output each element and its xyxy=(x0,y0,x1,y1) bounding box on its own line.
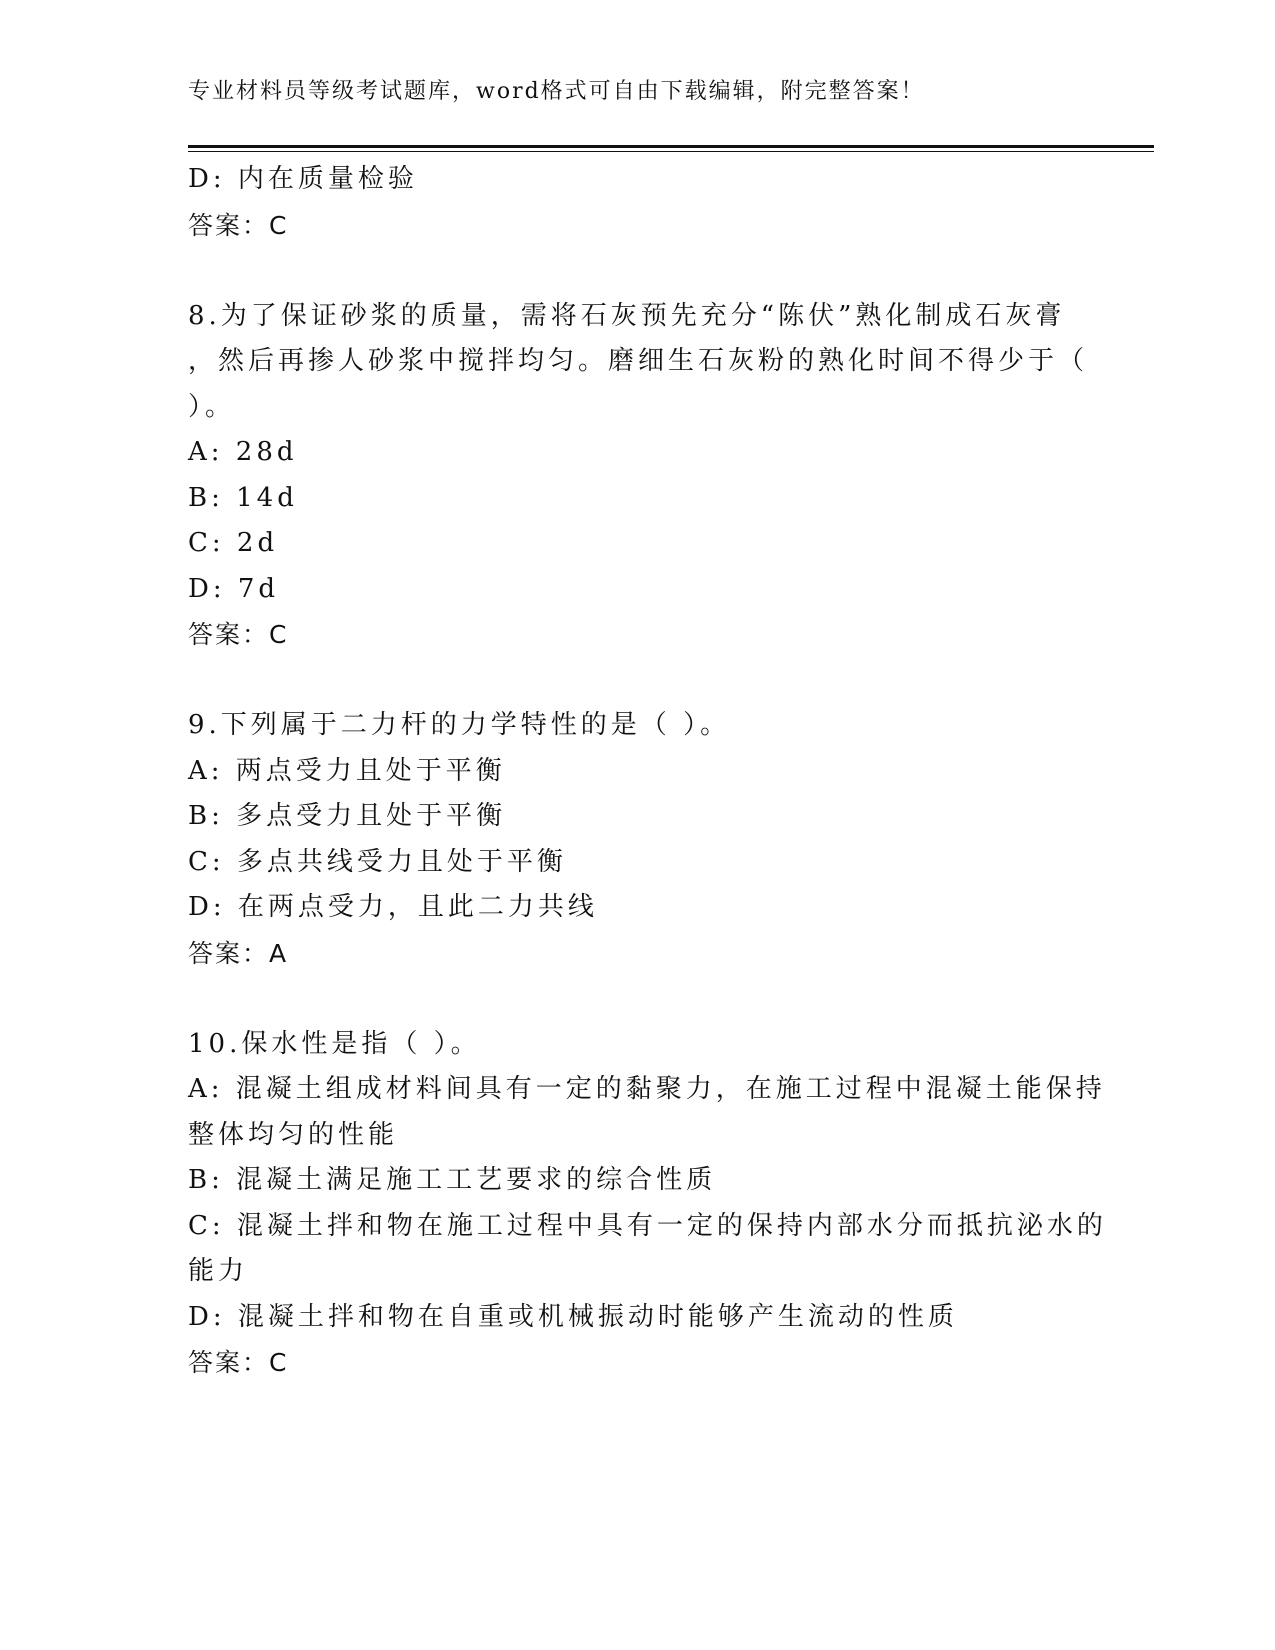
option-a: A: 两点受力且处于平衡 xyxy=(188,755,506,786)
question-stem-line: ，然后再掺人砂浆中搅拌均匀。磨细生石灰粉的熟化时间不得少于（ xyxy=(188,346,1089,376)
option-b: B: 混凝土满足施工工艺要求的综合性质 xyxy=(188,1165,717,1195)
option-a: A: 28d xyxy=(188,437,298,467)
page-header: 专业材料员等级考试题库，word格式可自由下载编辑，附完整答案！ xyxy=(188,79,925,104)
question-stem-line: ）。 xyxy=(188,391,236,422)
prev-option-d: D: 内在质量检验 xyxy=(188,164,418,194)
option-c: C: 混凝土拌和物在施工过程中具有一定的保持内部水分而抵抗泌水的 xyxy=(188,1210,1107,1241)
prev-answer: 答案：C xyxy=(188,210,289,240)
option-a-continuation: 整体均匀的性能 xyxy=(188,1119,399,1150)
option-c-continuation: 能力 xyxy=(188,1256,249,1286)
question-content xyxy=(188,157,1107,1386)
question-spacer xyxy=(188,248,1088,294)
answer: 答案：C xyxy=(188,1348,289,1377)
option-b: B: 多点受力且处于平衡 xyxy=(188,801,507,831)
question-10 xyxy=(188,1022,1107,1386)
question-8 xyxy=(188,294,1088,658)
question-stem-line: 10.保水性是指（ ）。 xyxy=(188,1028,481,1059)
question-stem-line: 8.为了保证砂浆的质量，需将石灰预先充分“陈伏”熟化制成石灰膏 xyxy=(188,300,1066,331)
question-9 xyxy=(188,703,1088,976)
question-spacer xyxy=(188,976,1088,1022)
header-rule-thin xyxy=(188,151,1154,152)
answer: 答案：A xyxy=(188,938,289,968)
question-spacer xyxy=(188,658,1088,704)
option-d: D: 7d xyxy=(188,573,280,604)
answer: 答案：C xyxy=(188,620,289,649)
header-rule-thick xyxy=(188,145,1154,148)
option-d: D: 在两点受力，且此二力共线 xyxy=(188,892,598,922)
option-a: A: 混凝土组成材料间具有一定的黏聚力，在施工过程中混凝土能保持 xyxy=(188,1074,1106,1104)
option-d: D: 混凝土拌和物在自重或机械振动时能够产生流动的性质 xyxy=(188,1301,958,1332)
option-b: B: 14d xyxy=(188,482,298,513)
option-c: C: 2d xyxy=(188,528,279,558)
option-c: C: 多点共线受力且处于平衡 xyxy=(188,846,567,877)
question-stem-line: 9.下列属于二力杆的力学特性的是（ ）。 xyxy=(188,710,731,740)
